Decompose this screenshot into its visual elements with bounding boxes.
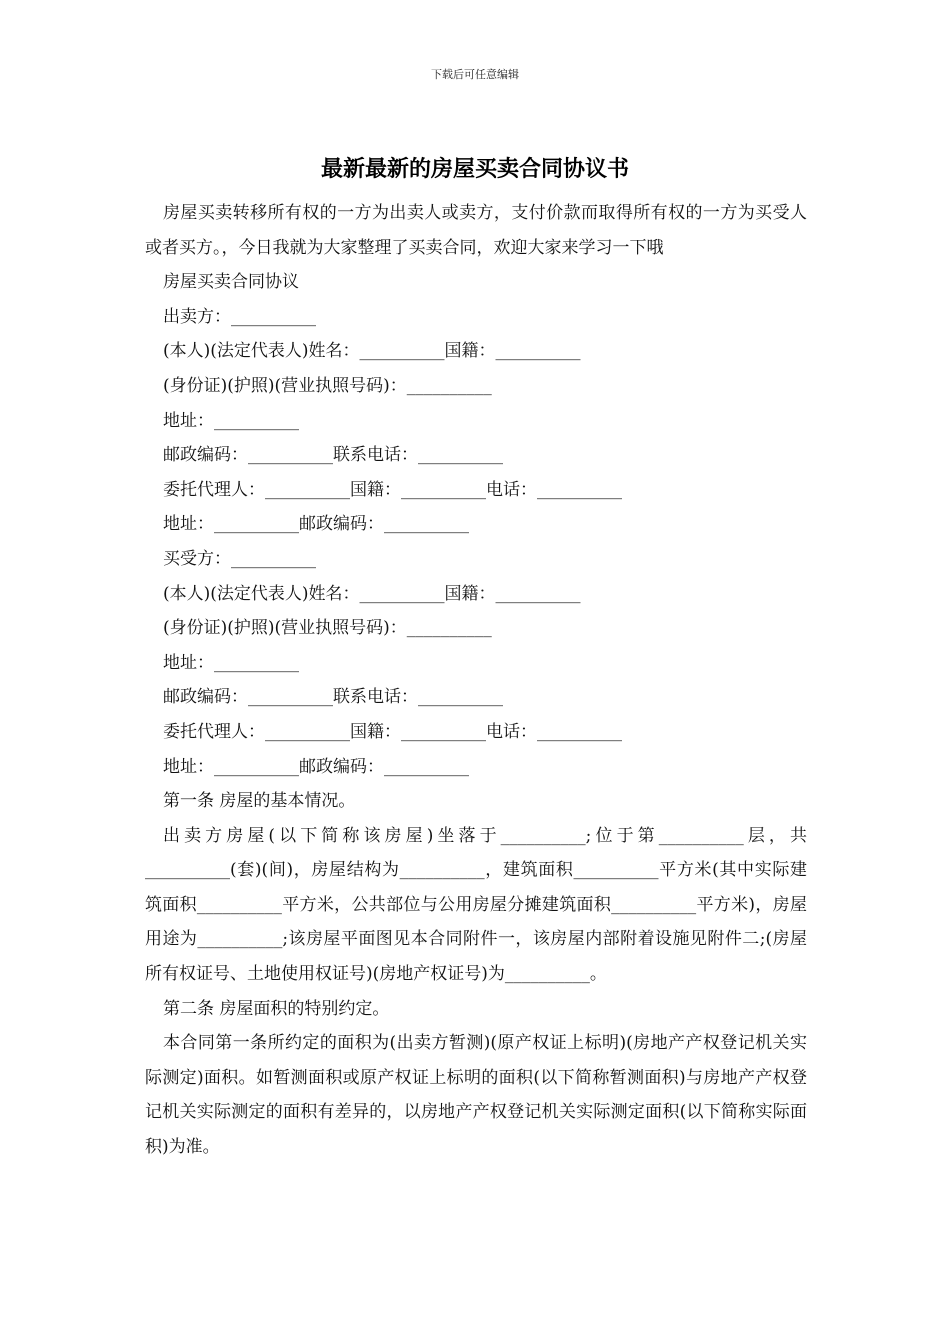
seller-line: 出卖方：__________	[163, 306, 316, 327]
seller-postcode-phone-line: 邮政编码：__________联系电话：__________	[163, 445, 503, 466]
seller-name-nationality-line: (本人)(法定代表人)姓名：__________国籍：__________	[163, 341, 581, 362]
intro-paragraph: 房屋买卖转移所有权的一方为出卖人或卖方，支付价款而取得所有权的一方为买受人或者买方。，今日我就为大家整理了买卖合同，欢迎大家来学习一下哦	[145, 203, 807, 258]
buyer-line: 买受方：__________	[163, 548, 316, 569]
buyer-address-line: 地址：__________	[163, 652, 299, 673]
seller-address-line: 地址：__________	[163, 410, 299, 431]
buyer-name-nationality-line: (本人)(法定代表人)姓名：__________国籍：__________	[163, 583, 581, 604]
buyer-id-line: (身份证)(护照)(营业执照号码)：__________	[163, 618, 492, 639]
seller-agent-line: 委托代理人：__________国籍：__________电话：__________	[163, 479, 622, 500]
article-2-heading: 第二条 房屋面积的特别约定。	[163, 998, 390, 1019]
article-1-heading: 第一条 房屋的基本情况。	[163, 791, 356, 812]
agreement-subtitle: 房屋买卖合同协议	[163, 272, 299, 293]
document-body	[145, 196, 807, 1165]
buyer-postcode-phone-line: 邮政编码：__________联系电话：__________	[163, 687, 503, 708]
article-1-body: 出卖方房屋(以下简称该房屋)坐落于__________;位于第__________层，共__________(套)(间)，房屋结构为__________，建筑面积__________平方米(其中实际建筑面积__________平方米，公共部位与公用房屋分摊建筑面积__________平方米)，房屋用途为__________;该房屋平面图见本合同附件一，该房屋内部附着设施见附件二;(房屋所有权证号、土地使用权证号)(房地产权证号)为__________。	[145, 825, 807, 985]
buyer-agent-line: 委托代理人：__________国籍：__________电话：__________	[163, 721, 622, 742]
seller-id-line: (身份证)(护照)(营业执照号码)：__________	[163, 375, 492, 396]
header-note: 下载后可任意编辑	[431, 68, 519, 81]
article-2-body: 本合同第一条所约定的面积为(出卖方暂测)(原产权证上标明)(房地产产权登记机关实际测定)面积。如暂测面积或原产权证上标明的面积(以下简称暂测面积)与房地产产权登记机关实际测定的面积有差异的，以房地产产权登记机关实际测定面积(以下简称实际面积)为准。	[145, 1033, 807, 1158]
buyer-agent-address-line: 地址：__________邮政编码：__________	[163, 756, 469, 777]
document-title: 最新最新的房屋买卖合同协议书	[320, 157, 629, 182]
seller-agent-address-line: 地址：__________邮政编码：__________	[163, 514, 469, 535]
